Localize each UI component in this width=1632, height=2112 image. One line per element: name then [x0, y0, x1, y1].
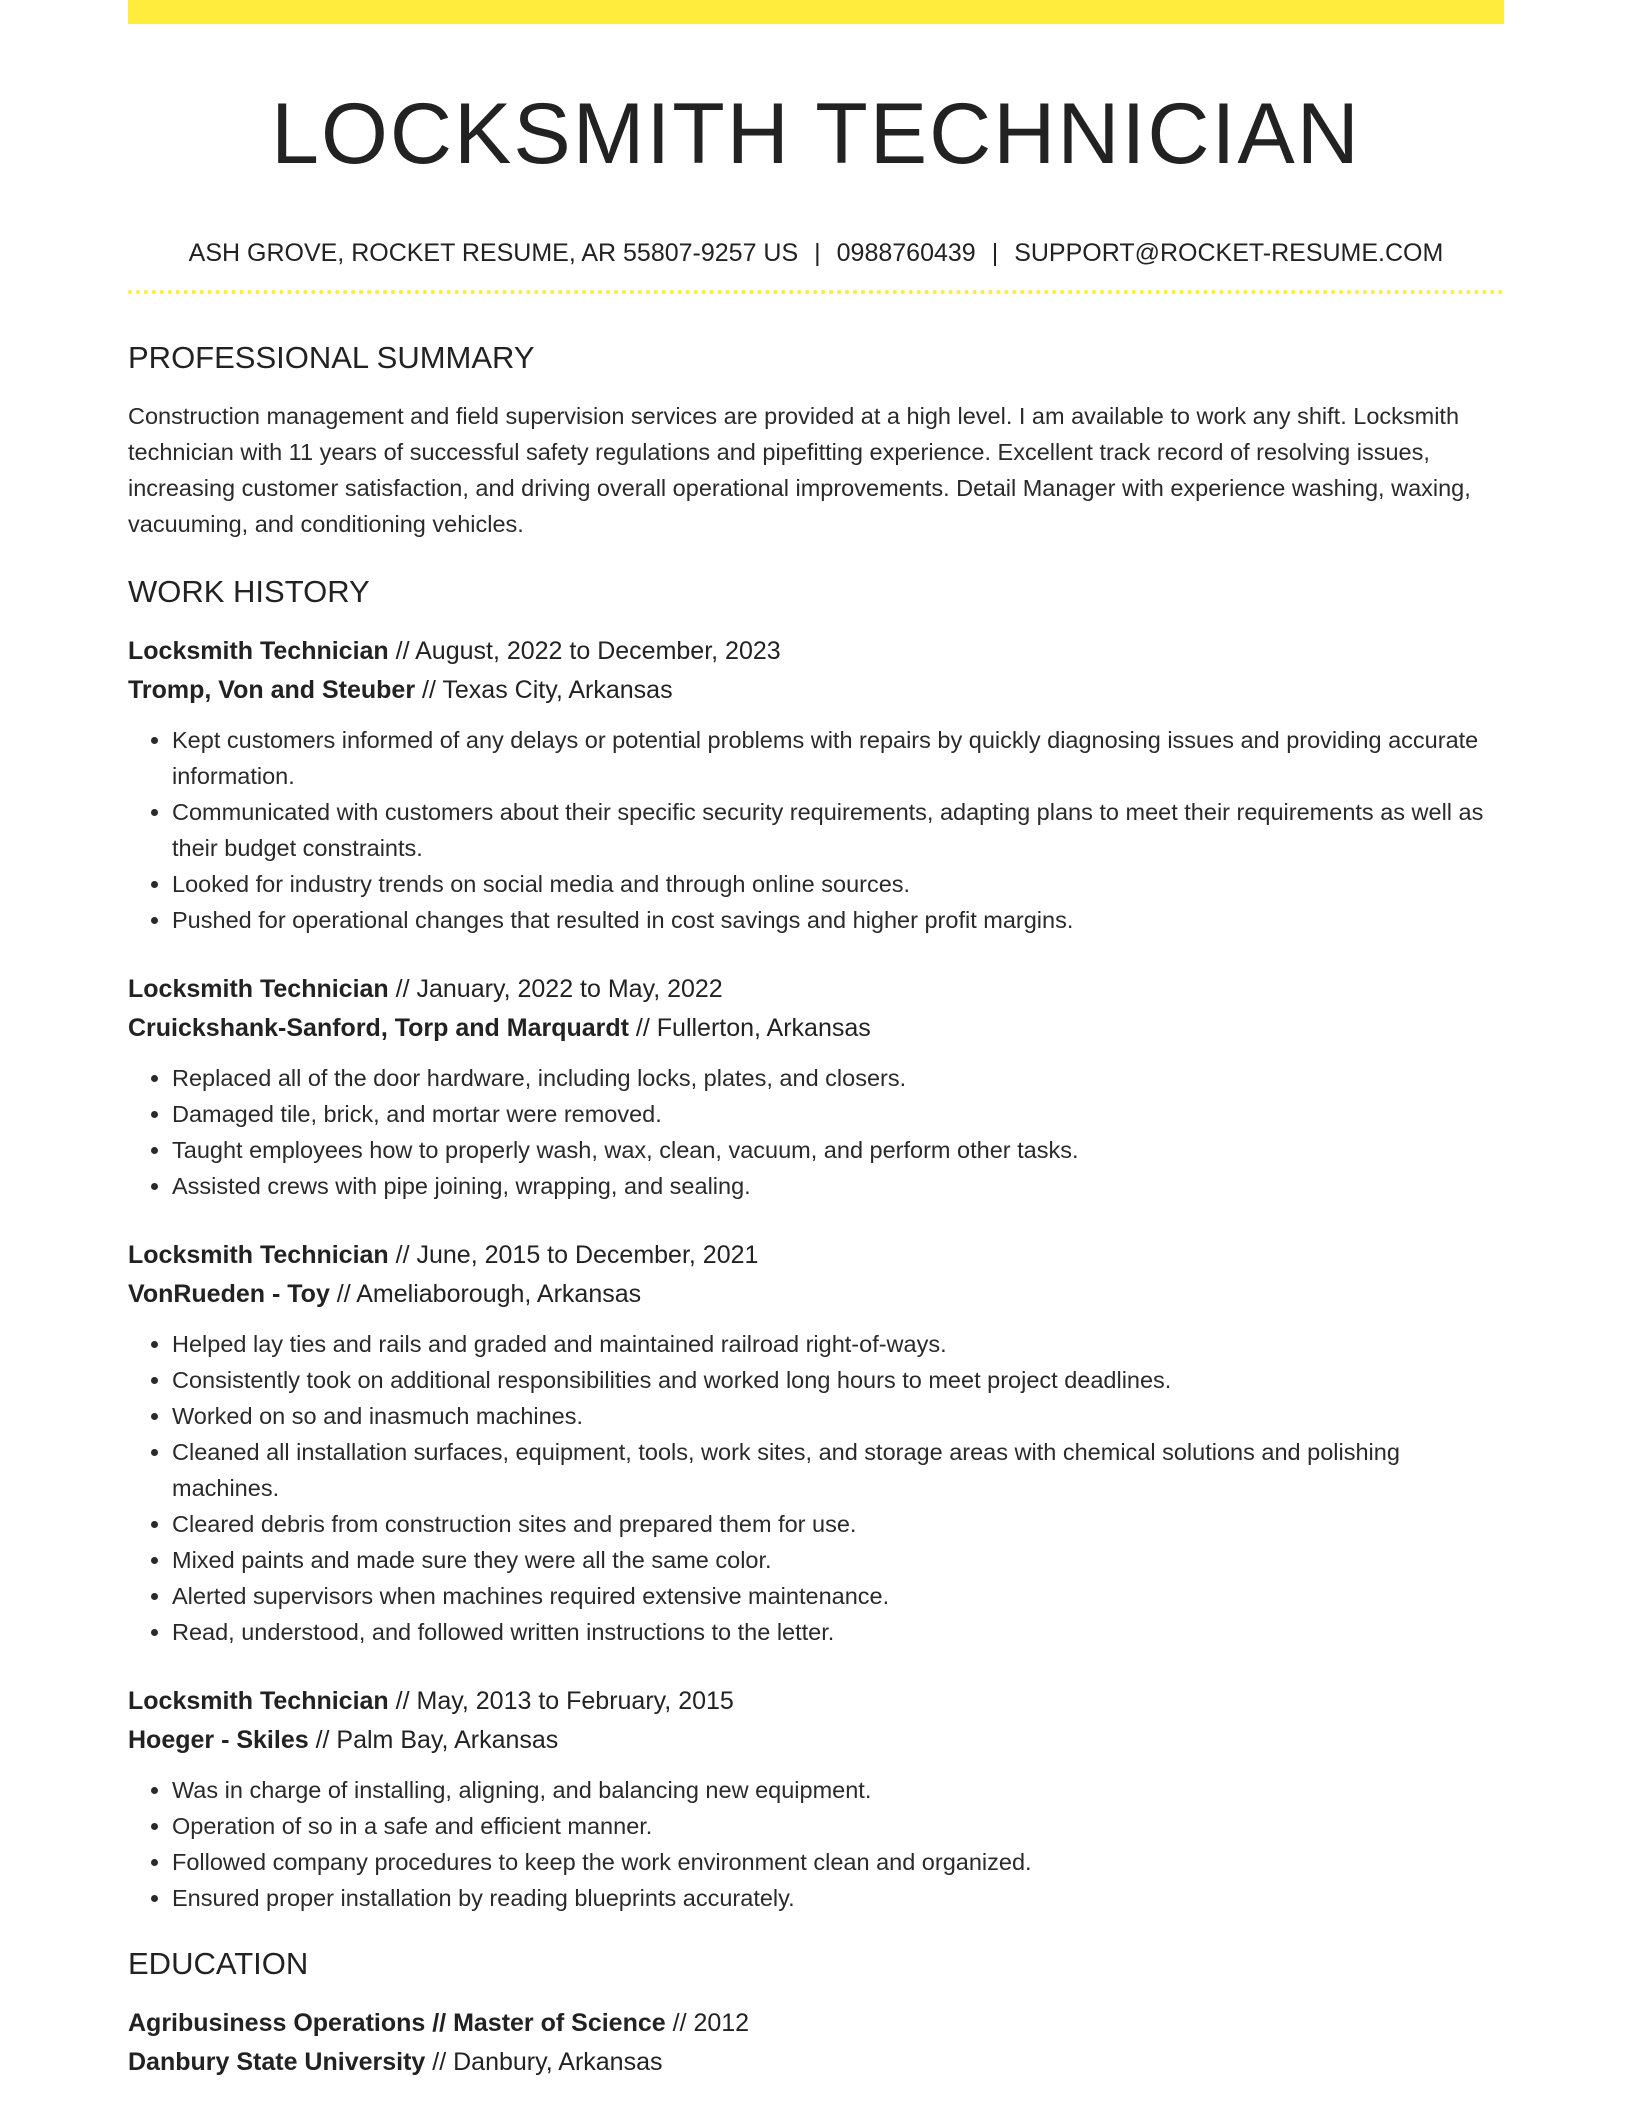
contact-line — [128, 236, 1504, 270]
job-company: VonRueden - Toy — [128, 1280, 330, 1308]
job-bullet: • Alerted supervisors when machines required extensive maintenance. — [172, 1578, 1504, 1614]
education-degree-line — [128, 2004, 1504, 2043]
job-bullet: • Damaged tile, brick, and mortar were removed. — [172, 1096, 1504, 1132]
candidate-name: LOCKSMITH TECHNICIAN — [271, 86, 1361, 182]
job-bullet: • Communicated with customers about their specific security requirements, adapting plans to meet their requirements as well as their budget constraints. — [172, 794, 1504, 866]
job-bullet: • Operation of so in a safe and efficient manner. — [172, 1808, 1504, 1844]
job-company: Tromp, Von and Steuber — [128, 676, 416, 704]
summary-text: Construction management and field supervision services are provided at a high level. I am available to work any shift. Locksmith technician with 11 years of successful safety regulations and pipefitting experience. Excellent track record of resolving issues, increasing customer satisfaction, and driving overall operational improvements. Detail Manager with experience washing, waxing, vacuuming, and conditioning vehicles. — [128, 403, 1471, 537]
job-bullet: • Cleaned all installation surfaces, equipment, tools, work sites, and storage areas with chemical solutions and polishing machines. — [172, 1434, 1504, 1506]
contact-address: ASH GROVE, ROCKET RESUME, AR 55807-9257 US — [188, 239, 799, 267]
job-dates: // May, 2013 to February, 2015 — [388, 1687, 734, 1715]
job-company-line — [128, 1275, 1504, 1314]
job-bullet: • Consistently took on additional responsibilities and worked long hours to meet project deadlines. — [172, 1362, 1504, 1398]
resume-content — [128, 24, 1504, 2082]
job-bullet: • Kept customers informed of any delays or potential problems with repairs by quickly diagnosing issues and providing accurate information. — [172, 722, 1504, 794]
job-bullet: • Ensured proper installation by reading blueprints accurately. — [172, 1880, 1504, 1916]
contact-separator: | — [991, 239, 999, 267]
job-location: // Palm Bay, Arkansas — [308, 1726, 559, 1754]
job-bullets — [128, 1326, 1504, 1650]
education-year: // 2012 — [665, 2009, 750, 2037]
job-role: Locksmith Technician — [128, 975, 389, 1003]
job-role: Locksmith Technician — [128, 1241, 389, 1269]
summary-heading: PROFESSIONAL SUMMARY — [128, 340, 535, 375]
job-dates: // June, 2015 to December, 2021 — [388, 1241, 759, 1269]
job-title-line — [128, 632, 1504, 671]
contact-phone: 0988760439 — [836, 239, 976, 267]
job-title-line — [128, 1682, 1504, 1721]
job-location: // Ameliaborough, Arkansas — [329, 1280, 642, 1308]
education-location: // Danbury, Arkansas — [425, 2048, 663, 2076]
education-degree: Agribusiness Operations // Master of Science — [128, 2009, 666, 2037]
job-bullet: • Helped lay ties and rails and graded and maintained railroad right-of-ways. — [172, 1326, 1504, 1362]
contact-email: SUPPORT@ROCKET-RESUME.COM — [1014, 239, 1444, 267]
job-company-line — [128, 1009, 1504, 1048]
education-school-line — [128, 2043, 1504, 2082]
job-company-line — [128, 1721, 1504, 1760]
header-divider — [128, 290, 1504, 294]
job-bullet: • Looked for industry trends on social media and through online sources. — [172, 866, 1504, 902]
job-bullets — [128, 1772, 1504, 1916]
job-entry — [128, 1236, 1504, 1650]
work-history-heading: WORK HISTORY — [128, 574, 370, 609]
job-role: Locksmith Technician — [128, 1687, 389, 1715]
job-title-line — [128, 970, 1504, 1009]
job-entry — [128, 632, 1504, 938]
accent-top-bar — [128, 0, 1504, 24]
job-bullet: • Worked on so and inasmuch machines. — [172, 1398, 1504, 1434]
education-school: Danbury State University — [128, 2048, 426, 2076]
job-dates: // August, 2022 to December, 2023 — [388, 637, 781, 665]
job-bullet: • Mixed paints and made sure they were all the same color. — [172, 1542, 1504, 1578]
contact-separator: | — [814, 239, 821, 267]
job-title-line — [128, 1236, 1504, 1275]
job-bullet: • Assisted crews with pipe joining, wrapping, and sealing. — [172, 1168, 1504, 1204]
job-bullet: • Followed company procedures to keep the work environment clean and organized. — [172, 1844, 1504, 1880]
job-bullets — [128, 1060, 1504, 1204]
job-company-line — [128, 671, 1504, 710]
job-bullet: • Was in charge of installing, aligning, and balancing new equipment. — [172, 1772, 1504, 1808]
job-role: Locksmith Technician — [128, 637, 389, 665]
education-entry — [128, 2004, 1504, 2082]
job-company: Hoeger - Skiles — [128, 1726, 309, 1754]
job-entry — [128, 1682, 1504, 1916]
job-bullet: • Cleared debris from construction sites and prepared them for use. — [172, 1506, 1504, 1542]
job-entry — [128, 970, 1504, 1204]
education-heading: EDUCATION — [128, 1946, 309, 1981]
job-location: // Texas City, Arkansas — [415, 676, 673, 704]
job-bullet: • Replaced all of the door hardware, including locks, plates, and closers. — [172, 1060, 1504, 1096]
job-bullets — [128, 722, 1504, 938]
job-company: Cruickshank-Sanford, Torp and Marquardt — [128, 1014, 629, 1042]
job-location: // Fullerton, Arkansas — [628, 1014, 871, 1042]
job-bullet: • Pushed for operational changes that resulted in cost savings and higher profit margins. — [172, 902, 1504, 938]
job-bullet: • Taught employees how to properly wash, wax, clean, vacuum, and perform other tasks. — [172, 1132, 1504, 1168]
job-bullet: • Read, understood, and followed written instructions to the letter. — [172, 1614, 1504, 1650]
job-dates: // January, 2022 to May, 2022 — [388, 975, 723, 1003]
